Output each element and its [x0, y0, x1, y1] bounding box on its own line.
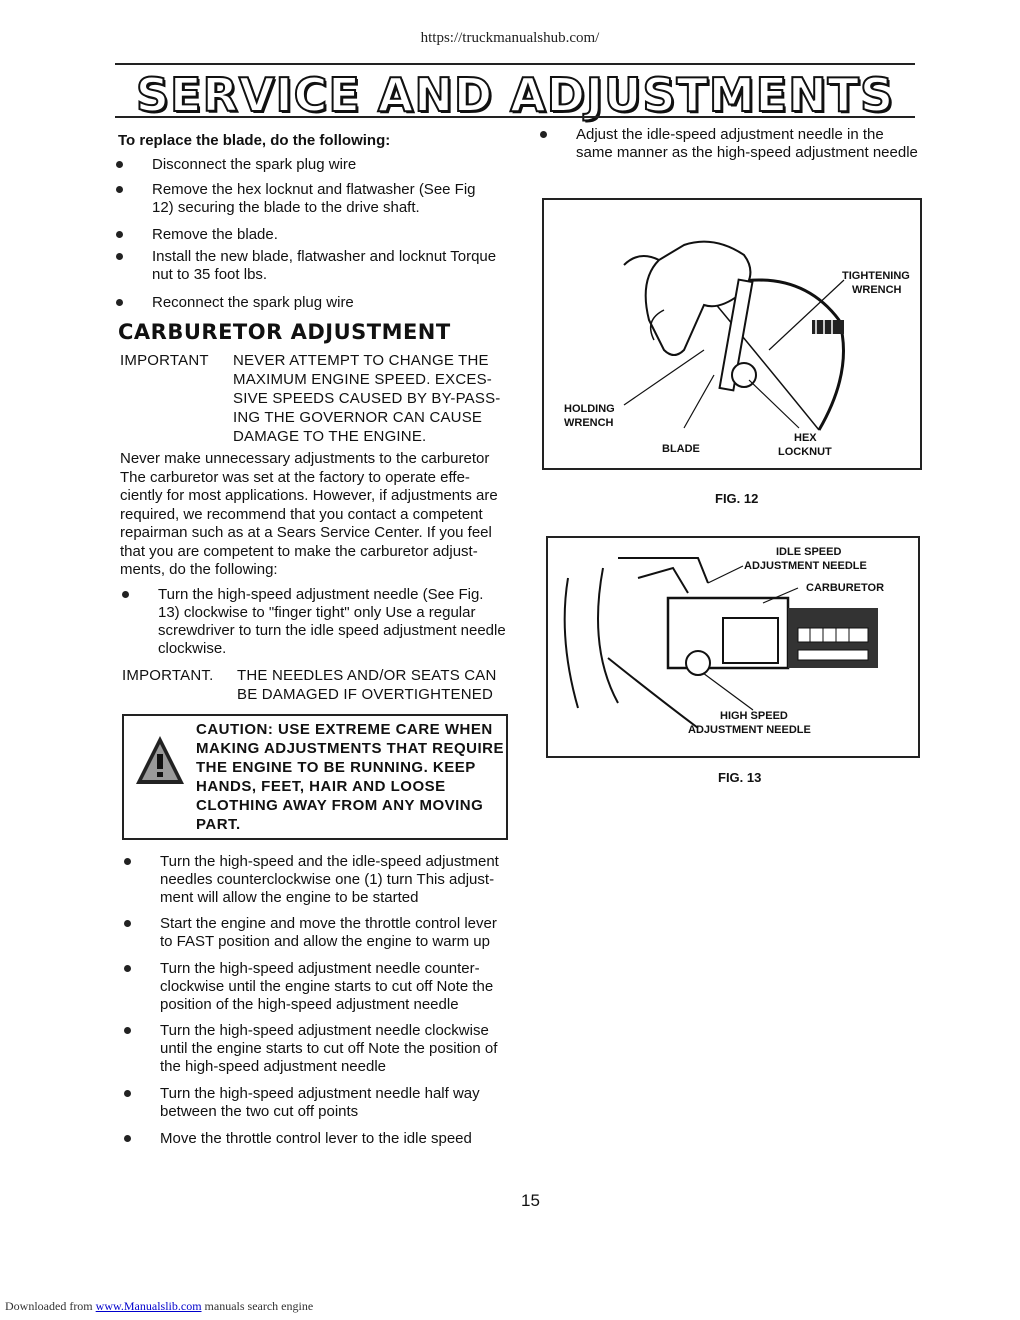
- paragraph-line: ments, do the following:: [120, 561, 278, 578]
- important-text-1: [233, 351, 501, 446]
- blade-step-text-line: Remove the blade.: [152, 226, 278, 243]
- blade-heading: To replace the blade, do the following:: [118, 132, 391, 149]
- important-1-line: ING THE GOVERNOR CAN CAUSE: [233, 409, 483, 426]
- bullet-icon: [116, 231, 123, 238]
- bullet-icon: [124, 1090, 131, 1097]
- bullet-icon: [124, 1135, 131, 1142]
- carb-step-text-line: until the engine starts to cut off Note the position of: [160, 1040, 498, 1057]
- bullet-icon: [116, 161, 123, 168]
- caution-line: THE ENGINE TO BE RUNNING. KEEP: [196, 759, 476, 776]
- carb-step-text-line: ment will allow the engine to be started: [160, 889, 419, 906]
- important-label-2: IMPORTANT.: [122, 667, 214, 684]
- carb-step-text-line: Turn the high-speed adjustment needle counter-: [160, 960, 480, 977]
- warning-triangle-icon: [134, 734, 186, 786]
- title-top-rule: [115, 63, 915, 65]
- paragraph-line: required, we recommend that you contact a competent: [120, 505, 483, 523]
- caution-line: CAUTION: USE EXTREME CARE WHEN: [196, 721, 493, 738]
- page-number: 15: [521, 1191, 540, 1210]
- idle-step-text-line: Adjust the idle-speed adjustment needle in the: [576, 126, 884, 143]
- carb-step: [158, 586, 506, 658]
- carb-step-text-line: Turn the high-speed adjustment needle half way: [160, 1085, 480, 1102]
- label-high-speed: HIGH SPEED: [720, 710, 788, 722]
- download-footer: [5, 1299, 313, 1314]
- carb-step: [160, 1022, 497, 1076]
- carb-step-text-line: to FAST position and allow the engine to warm up: [160, 933, 490, 950]
- caution-line: MAKING ADJUSTMENTS THAT REQUIRE: [196, 740, 504, 757]
- bullet-icon: [116, 253, 123, 260]
- figure-13-caption: FIG. 13: [718, 770, 762, 785]
- carb-step-text-line: screwdriver to turn the idle speed adjustment needle: [158, 622, 506, 639]
- carb-step: [160, 1085, 480, 1121]
- paragraph-line: ciently for most applications. However, if adjustments are: [120, 487, 498, 504]
- important-1-line: NEVER ATTEMPT TO CHANGE THE: [233, 352, 489, 369]
- carb-step-text-line: needles counterclockwise one (1) turn This adjust-: [160, 871, 495, 888]
- carb-step: [160, 853, 499, 907]
- bullet-icon: [124, 1027, 131, 1034]
- caution-line: CLOTHING AWAY FROM ANY MOVING: [196, 797, 484, 814]
- blade-step: [152, 226, 278, 244]
- manualslib-link[interactable]: www.Manualslib.com: [95, 1299, 202, 1313]
- carb-step-text-line: Turn the high-speed and the idle-speed adjustment: [160, 853, 499, 870]
- carb-step-text-line: Move the throttle control lever to the idle speed: [160, 1130, 472, 1147]
- label-idle-needle: ADJUSTMENT NEEDLE: [744, 560, 867, 572]
- blade-step: [152, 181, 476, 217]
- blade-step: [152, 156, 356, 174]
- important-1-line: SIVE SPEEDS CAUSED BY BY-PASS-: [233, 390, 501, 407]
- important-1-line: MAXIMUM ENGINE SPEED. EXCES-: [233, 371, 492, 388]
- bullet-icon: [124, 965, 131, 972]
- blade-step-text-line: 12) securing the blade to the drive shaft.: [152, 199, 420, 216]
- carb-step-text-line: between the two cut off points: [160, 1103, 359, 1120]
- blade-step-text-line: Install the new blade, flatwasher and locknut Torque: [152, 248, 497, 265]
- label-holding-wrench: WRENCH: [564, 417, 614, 429]
- blade-step: [152, 248, 496, 284]
- label-hex: HEX: [794, 432, 817, 444]
- important-label-1: IMPORTANT: [120, 352, 209, 369]
- carburetor-heading: CARBURETOR ADJUSTMENT: [118, 320, 451, 344]
- bullet-icon: [124, 858, 131, 865]
- label-locknut: LOCKNUT: [778, 446, 832, 458]
- paragraph-line: repairman such as at a Sears Service Center. If you feel: [120, 524, 492, 541]
- carburetor-intro-paragraph: [120, 450, 510, 580]
- carb-step-text-line: clockwise until the engine starts to cut off Note the: [160, 978, 494, 995]
- label-blade: BLADE: [662, 443, 700, 455]
- carb-step-text-line: Turn the high-speed adjustment needle clockwise: [160, 1022, 489, 1039]
- carb-step-text-line: 13) clockwise to "finger tight" only Use a regular: [158, 604, 476, 621]
- figure-12-caption: FIG. 12: [715, 491, 759, 506]
- footer-suffix: manuals search engine: [201, 1299, 314, 1313]
- bullet-icon: [116, 186, 123, 193]
- caution-line: HANDS, FEET, HAIR AND LOOSE: [196, 778, 446, 795]
- blade-step-text-line: Disconnect the spark plug wire: [152, 156, 357, 173]
- blade-step: [152, 294, 354, 312]
- source-url: https://truckmanualshub.com/: [420, 30, 600, 46]
- title-bottom-rule: [115, 116, 915, 118]
- important-2-line: THE NEEDLES AND/OR SEATS CAN: [237, 667, 497, 684]
- paragraph-line: that you are competent to make the carburetor adjust-: [120, 542, 478, 560]
- caution-text: [196, 720, 504, 834]
- figure-12-frame: [542, 198, 922, 470]
- figure-13-frame: [546, 536, 920, 758]
- idle-step: [576, 126, 918, 162]
- page-title: SERVICE AND ADJUSTMENTS: [135, 68, 895, 122]
- paragraph-line: The carburetor was set at the factory to operate effe-: [120, 468, 470, 486]
- idle-step-text-line: same manner as the high-speed adjustment needle: [576, 144, 918, 161]
- important-1-line: DAMAGE TO THE ENGINE.: [233, 428, 427, 445]
- bullet-icon: [124, 920, 131, 927]
- carb-step-text-line: position of the high-speed adjustment needle: [160, 996, 459, 1013]
- label-tightening-wrench: WRENCH: [852, 284, 902, 296]
- carb-step: [160, 915, 497, 951]
- carb-step-text-line: the high-speed adjustment needle: [160, 1058, 386, 1075]
- blade-step-text-line: nut to 35 foot lbs.: [152, 266, 268, 283]
- blade-step-text-line: Remove the hex locknut and flatwasher (See Fig: [152, 181, 476, 198]
- label-idle-speed: IDLE SPEED: [776, 546, 842, 558]
- carb-step-text-line: Start the engine and move the throttle control lever: [160, 915, 497, 932]
- label-holding: HOLDING: [564, 403, 615, 415]
- label-tightening: TIGHTENING: [842, 270, 910, 282]
- carb-step: [160, 960, 493, 1014]
- blade-step-text-line: Reconnect the spark plug wire: [152, 294, 354, 311]
- carb-step-text-line: Turn the high-speed adjustment needle (See Fig.: [158, 586, 484, 603]
- paragraph-line: Never make unnecessary adjustments to the carburetor: [120, 450, 490, 467]
- carb-step: [160, 1130, 472, 1148]
- carb-step-text-line: clockwise.: [158, 640, 227, 657]
- caution-box: [122, 714, 508, 840]
- bullet-icon: [116, 299, 123, 306]
- footer-prefix: Downloaded from: [5, 1299, 96, 1313]
- bullet-icon: [540, 131, 547, 138]
- important-2-line: BE DAMAGED IF OVERTIGHTENED: [237, 686, 493, 703]
- label-high-needle: ADJUSTMENT NEEDLE: [688, 724, 811, 736]
- bullet-icon: [122, 591, 129, 598]
- label-carburetor: CARBURETOR: [806, 582, 885, 594]
- caution-line: PART.: [196, 816, 241, 833]
- important-text-2: [237, 666, 497, 704]
